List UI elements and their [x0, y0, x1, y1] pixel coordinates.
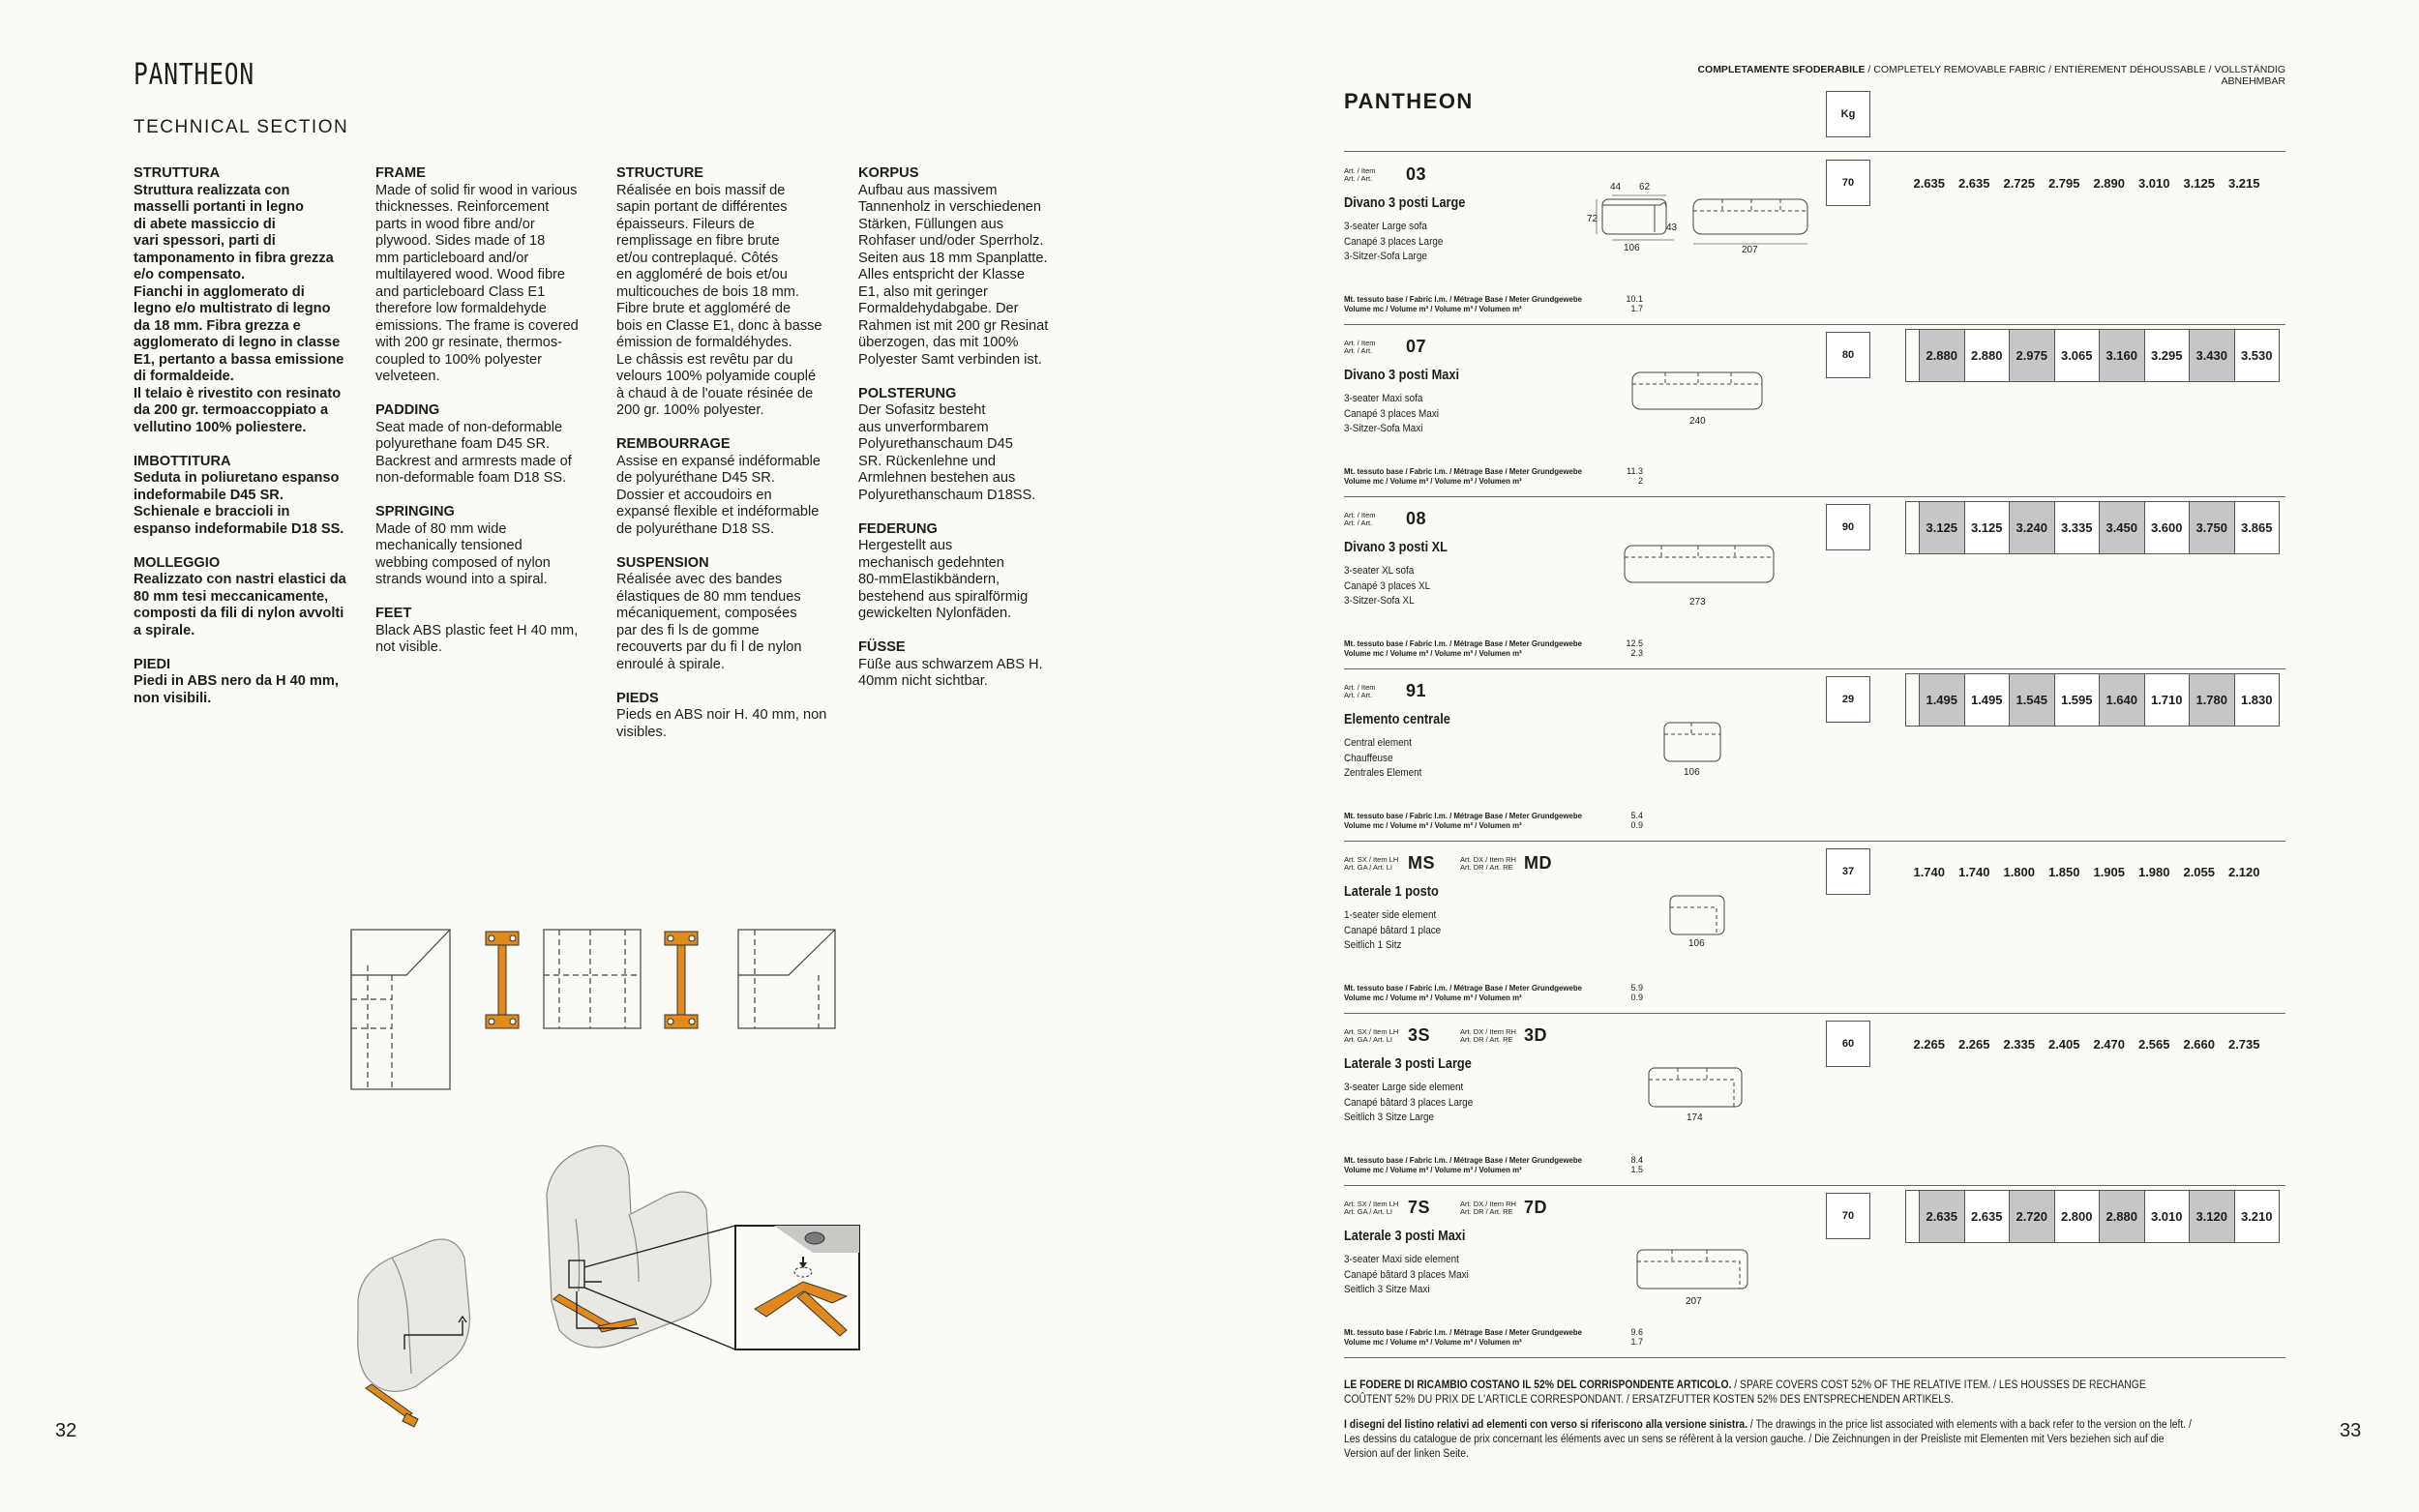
product-name: Divano 3 posti Large — [1344, 194, 1466, 211]
art-label: Art. SX / Item LH Art. GA / Art. LI — [1344, 855, 1399, 872]
spec-block — [858, 639, 1086, 691]
fabric-value: 10.1 — [1626, 294, 1643, 304]
art-label: Art. / Item Art. / Art. — [1344, 683, 1376, 699]
column-en — [375, 165, 603, 673]
volume-value: 1.5 — [1630, 1165, 1643, 1174]
volume-label: Volume mc / Volume m³ / Volume m³ / Volumen m³ — [1344, 648, 1522, 658]
dim-ms: 106 — [1688, 938, 1705, 949]
spec-block — [858, 521, 1086, 623]
price-cell: 2.265 — [1957, 1037, 1990, 1052]
price-row — [1905, 1190, 2280, 1243]
spec-heading: REMBOURRAGE — [616, 436, 731, 452]
price-cell: 2.565 — [2137, 1037, 2170, 1052]
price-row — [1905, 501, 2280, 554]
price-cell: 2.335 — [2003, 1037, 2036, 1052]
spec-block — [375, 504, 603, 589]
spec-text: Réalisée avec des bandes élastiques de 80 mm tendues mécaniquement, composées par des fi ls de gomme recouverts par du fi l de nylon enroulé à spirale. — [616, 572, 802, 672]
art-number: 07 — [1406, 337, 1427, 356]
price-cell: 1.800 — [2003, 865, 2036, 879]
art-label: Art. / Item Art. / Art. — [1344, 511, 1376, 527]
spec-heading: PIEDS — [616, 690, 659, 706]
fabric-value: 12.5 — [1626, 638, 1643, 648]
row-rule — [1344, 324, 2285, 325]
spec-block — [134, 555, 361, 640]
volume-label: Volume mc / Volume m³ / Volume m³ / Volumen m³ — [1344, 304, 1522, 313]
volume-label: Volume mc / Volume m³ / Volume m³ / Volumen m³ — [1344, 476, 1522, 486]
spec-text: Piedi in ABS nero da H 40 mm, non visibili. — [134, 673, 339, 706]
price-row — [1906, 157, 2266, 210]
art-label: Art. / Item Art. / Art. — [1344, 166, 1376, 183]
art-number-right: MD — [1524, 853, 1552, 873]
price-cell: 2.725 — [2003, 176, 2036, 191]
spec-heading: KORPUS — [858, 165, 919, 181]
fabric-label: Mt. tessuto base / Fabric l.m. / Métrage Base / Meter Grundgewebe — [1344, 983, 1582, 993]
price-cell: 2.055 — [2183, 865, 2216, 879]
spec-text: Black ABS plastic feet H 40 mm, not visible. — [375, 622, 579, 655]
fabric-label: Mt. tessuto base / Fabric l.m. / Métrage Base / Meter Grundgewebe — [1344, 1155, 1582, 1165]
volume-value: 1.7 — [1630, 304, 1643, 313]
spec-text: Assise en expansé indéformable de polyuréthane D45 SR. Dossier et accoudoirs en expansé flexible et indéformable de polyuréthane D18 SS. — [616, 453, 821, 537]
spec-heading: FEDERUNG — [858, 520, 938, 537]
price-cell: 3.125 — [1964, 502, 2010, 553]
price-cell: 3.335 — [2054, 502, 2100, 553]
spec-block — [616, 555, 844, 674]
product-name: Laterale 1 posto — [1344, 883, 1439, 900]
fabric-label: Mt. tessuto base / Fabric l.m. / Métrage Base / Meter Grundgewebe — [1344, 466, 1582, 476]
fabric-value: 9.6 — [1630, 1327, 1643, 1337]
volume-value: 1.7 — [1630, 1337, 1643, 1347]
art-number: MS — [1408, 853, 1435, 873]
fabric-label: Mt. tessuto base / Fabric l.m. / Métrage Base / Meter Grundgewebe — [1344, 294, 1582, 304]
art-label: Art. SX / Item LH Art. GA / Art. LI — [1344, 1200, 1399, 1216]
product-name: Divano 3 posti XL — [1344, 539, 1448, 555]
assembly-illustration — [348, 1137, 890, 1432]
column-it — [134, 165, 361, 725]
price-cell: 1.780 — [2189, 674, 2234, 726]
art-number: 7S — [1408, 1198, 1431, 1217]
spec-block — [134, 657, 361, 708]
art-label: Art. / Item Art. / Art. — [1344, 339, 1376, 355]
dim-3s: 174 — [1687, 1112, 1703, 1123]
page-number-right: 33 — [2340, 1420, 2362, 1441]
product-description: 3-seater Maxi sofa Canapé 3 places Maxi 3-Sitzer-Sofa Maxi — [1344, 393, 1439, 434]
fabric-note: COMPLETAMENTE SFODERABILE / COMPLETELY REMOVABLE FABRIC / ENTIÈREMENT DÉHOUSSABLE / VOLLSTÄNDIG ABNEHMBAR — [1697, 64, 2285, 87]
spec-text: Hergestellt aus mechanisch gedehnten 80-mmElastikbändern, bestehend aus spiralförmig gewickelten Nylonfäden. — [858, 538, 1029, 621]
spec-text: Struttura realizzata con masselli portanti in legno di abete massiccio di vari spessori, parti di tamponamento in fibra grezza e/o compensato. Fianchi in agglomerato di legno e/o multistrato di legno da 18 mm. Fibra grezza e agglomerato di legno in classe E1, pertanto a bassa emissione di formaldeide. Il telaio è rivestito con resinato da 200 gr. termoaccoppiato a vellutino 100% poliestere. — [134, 182, 344, 435]
fabric-value: 11.3 — [1627, 466, 1643, 476]
dim-91: 106 — [1684, 767, 1700, 778]
volume-value: 2 — [1637, 476, 1643, 486]
spec-heading: SPRINGING — [375, 504, 455, 519]
column-fr — [616, 165, 844, 758]
product-description: 3-seater Large side element Canapé bâtard 3 places Large Seitlich 3 Sitze Large — [1344, 1082, 1474, 1123]
price-cell: 3.430 — [2189, 330, 2234, 381]
dim-03-f: 207 — [1742, 245, 1758, 255]
volume-value: 0.9 — [1630, 993, 1643, 1002]
volume-label: Volume mc / Volume m³ / Volume m³ / Volumen m³ — [1344, 1337, 1522, 1347]
price-cell: 3.750 — [2189, 502, 2234, 553]
spec-block — [858, 386, 1086, 505]
spec-block — [375, 606, 603, 657]
fabric-value: 8.4 — [1630, 1155, 1643, 1165]
spec-text: Réalisée en bois massif de sapin portant de différentes épaisseurs. Fileurs de remplissage en fibre brute et/ou contreplaqué. Côtés en aggloméré de bois et/ou multicouches de bois 18 mm. Fibre brute et aggloméré de bois en Classe E1, donc à basse émission de formaldéhydes. Le châssis est revêtu par du velours 100% polyamide couplé à chaud à de l'ouate résinée de 200 gr. 100% polyester. — [616, 182, 822, 418]
column-de — [858, 165, 1086, 707]
row-rule — [1344, 668, 2285, 669]
price-cell: 2.635 — [1919, 1191, 1964, 1242]
dim-03-b: 62 — [1639, 182, 1651, 193]
spec-heading: PADDING — [375, 402, 440, 418]
drawing-3s — [1647, 1066, 1744, 1111]
weight-kg: 70 — [1826, 1193, 1870, 1239]
product-name: Laterale 3 posti Large — [1344, 1055, 1472, 1072]
art-number-right: 7D — [1524, 1198, 1548, 1217]
price-cell: 2.975 — [2009, 330, 2054, 381]
price-row — [1906, 845, 2266, 899]
price-cell: 3.010 — [2144, 1191, 2190, 1242]
price-cell: 3.450 — [2099, 502, 2144, 553]
product-description: Central element Chauffeuse Zentrales Element — [1344, 737, 1422, 779]
weight-kg: 29 — [1826, 676, 1870, 723]
row-rule — [1344, 1013, 2285, 1014]
price-cell: 2.405 — [2047, 1037, 2080, 1052]
price-cell: 2.120 — [2227, 865, 2260, 879]
weight-kg: 90 — [1826, 504, 1870, 550]
spec-text: Aufbau aus massivem Tannenholz in verschiedenen Stärken, Füllungen aus Rohfaser und/oder Sperrholz. Seiten aus 18 mm Spanplatte. Alles entspricht der Klasse E1, also mit geringer Formaldehydabgabe. Der Rahmen ist mit 200 gr Resinat überzogen, das mit 100% Polyester Samt verbinden ist. — [858, 182, 1049, 368]
price-cell: 3.160 — [2099, 330, 2144, 381]
fabric-value: 5.4 — [1630, 811, 1643, 820]
dim-03-d: 43 — [1666, 222, 1678, 233]
product-description: 3-seater XL sofa Canapé 3 places XL 3-Sitzer-Sofa XL — [1344, 565, 1431, 607]
spec-heading: MOLLEGGIO — [134, 554, 221, 571]
row-rule — [1344, 1357, 2285, 1358]
art-label-right: Art. DX / Item RH Art. DR / Art. RE — [1460, 1027, 1516, 1044]
price-cell: 1.740 — [1957, 865, 1990, 879]
price-cell: 2.735 — [2227, 1037, 2260, 1052]
price-cell: 1.710 — [2144, 674, 2190, 726]
dim-03-c: 72 — [1587, 214, 1598, 224]
product-description: 1-seater side element Canapé bâtard 1 place Seitlich 1 Sitz — [1344, 909, 1442, 951]
volume-label: Volume mc / Volume m³ / Volume m³ / Volumen m³ — [1344, 1165, 1522, 1174]
row-rule — [1344, 1185, 2285, 1186]
price-cell: 2.800 — [2054, 1191, 2100, 1242]
price-cell: 1.545 — [2009, 674, 2054, 726]
price-cell: 1.495 — [1919, 674, 1964, 726]
pricelist-title: PANTHEON — [1344, 89, 1474, 113]
volume-value: 0.9 — [1630, 820, 1643, 830]
drawing-08 — [1623, 544, 1777, 588]
spec-block — [375, 402, 603, 488]
price-cell: 3.210 — [2234, 1191, 2280, 1242]
drawing-ms — [1668, 894, 1726, 938]
spec-text: Füße aus schwarzem ABS H. 40mm nicht sichtbar. — [858, 656, 1043, 689]
price-cell: 2.265 — [1913, 1037, 1946, 1052]
price-cell: 2.470 — [2093, 1037, 2126, 1052]
art-number: 03 — [1406, 164, 1427, 184]
price-cell: 1.830 — [2234, 674, 2280, 726]
spec-heading: PIEDI — [134, 656, 171, 672]
art-number-right: 3D — [1524, 1025, 1548, 1045]
spec-block — [134, 165, 361, 436]
drawing-91 — [1662, 721, 1722, 764]
weight-kg: 37 — [1826, 848, 1870, 895]
price-cell: 2.635 — [1913, 176, 1946, 191]
weight-kg: 70 — [1826, 160, 1870, 206]
spec-block — [858, 165, 1086, 369]
price-cell: 2.880 — [1964, 330, 2010, 381]
art-number: 91 — [1406, 681, 1427, 700]
brand-logo: PANTHEON — [134, 58, 255, 92]
art-label: Art. SX / Item LH Art. GA / Art. LI — [1344, 1027, 1399, 1044]
art-number: 3S — [1408, 1025, 1431, 1045]
price-cell: 1.640 — [2099, 674, 2144, 726]
drawing-07 — [1630, 371, 1766, 414]
spec-block — [616, 691, 844, 742]
price-cell: 3.215 — [2227, 176, 2260, 191]
spec-heading: FRAME — [375, 165, 426, 181]
spec-text: Made of solid fir wood in various thicknesses. Reinforcement parts in wood fibre and/or plywood. Sides made of 18 mm particleboard and/or multilayered wood. Wood fibre and particleboard Class E1 therefore low formaldehyde emissions. The frame is covered with 200 gr resinate, thermos- coupled to 100% polyester velveteen. — [375, 182, 579, 384]
price-cell: 3.120 — [2189, 1191, 2234, 1242]
price-cell: 1.595 — [2054, 674, 2100, 726]
spec-heading: STRUTTURA — [134, 165, 221, 181]
spec-block — [375, 165, 603, 386]
price-cell: 2.880 — [2099, 1191, 2144, 1242]
price-cell: 3.600 — [2144, 502, 2190, 553]
weight-kg: 80 — [1826, 332, 1870, 378]
product-name: Divano 3 posti Maxi — [1344, 367, 1460, 383]
footer-note-drawings: I disegni del listino relativi ad elementi con verso si riferiscono alla versione sinistra. / The drawings in the price list associated with elements with a back refer to the version on the left. / Les dessins du catalogue de prix concernant les éléments avec un sens se réfèrent à la version gauche. / Die Zeichnungen in der Preisliste mit Elementen mit Vers beziehen sich auf die Version auf der linken Seite. — [1344, 1419, 2192, 1460]
header-rule — [1344, 151, 2285, 152]
spec-heading: FEET — [375, 606, 412, 621]
price-cell: 1.850 — [2047, 865, 2080, 879]
dim-08: 273 — [1689, 597, 1706, 608]
spec-text: Pieds en ABS noir H. 40 mm, non visibles. — [616, 707, 827, 740]
art-number: 08 — [1406, 509, 1427, 528]
dim-03-a: 44 — [1610, 182, 1622, 193]
page-number-left: 32 — [55, 1420, 77, 1441]
spec-heading: SUSPENSION — [616, 554, 709, 571]
spec-heading: POLSTERUNG — [858, 385, 957, 401]
spec-text: Seduta in poliuretano espanso indeformabile D45 SR. Schienale e braccioli in espanso indeformabile D18 SS. — [134, 470, 344, 537]
art-label-right: Art. DX / Item RH Art. DR / Art. RE — [1460, 855, 1516, 872]
price-cell: 1.740 — [1913, 865, 1946, 879]
section-title: TECHNICAL SECTION — [134, 117, 349, 137]
product-description: 3-seater Large sofa Canapé 3 places Large 3-Sitzer-Sofa Large — [1344, 221, 1444, 262]
price-cell: 3.125 — [2183, 176, 2216, 191]
row-rule — [1344, 841, 2285, 842]
art-label-right: Art. DX / Item RH Art. DR / Art. RE — [1460, 1200, 1516, 1216]
drawing-7s — [1635, 1248, 1749, 1292]
price-cell: 2.795 — [2047, 176, 2080, 191]
price-cell: 3.125 — [1919, 502, 1964, 553]
volume-value: 2.3 — [1630, 648, 1643, 658]
spec-heading: FÜSSE — [858, 639, 906, 655]
price-cell: 3.010 — [2137, 176, 2170, 191]
price-cell: 3.530 — [2234, 330, 2280, 381]
dim-07: 240 — [1689, 416, 1706, 427]
price-cell: 2.635 — [1964, 1191, 2010, 1242]
product-description: 3-seater Maxi side element Canapé bâtard 3 places Maxi Seitlich 3 Sitze Maxi — [1344, 1254, 1469, 1295]
volume-label: Volume mc / Volume m³ / Volume m³ / Volumen m³ — [1344, 993, 1522, 1002]
spec-text: Der Sofasitz besteht aus unverformbarem Polyurethanschaum D45 SR. Rückenlehne und Armlehnen bestehen aus Polyurethanschaum D18SS. — [858, 402, 1036, 503]
dim-7s: 207 — [1686, 1296, 1702, 1307]
spec-text: Seat made of non-deformable polyurethane foam D45 SR. Backrest and armrests made of non-deformable foam D18 SS. — [375, 419, 572, 486]
price-cell: 2.890 — [2093, 176, 2126, 191]
product-name: Laterale 3 posti Maxi — [1344, 1228, 1466, 1244]
spec-text: Realizzato con nastri elastici da 80 mm tesi meccanicamente, composti da fili di nylon avvolti a spirale. — [134, 572, 346, 638]
volume-label: Volume mc / Volume m³ / Volume m³ / Volumen m³ — [1344, 820, 1522, 830]
product-name: Elemento centrale — [1344, 711, 1450, 727]
price-cell: 2.635 — [1957, 176, 1990, 191]
spec-heading: STRUCTURE — [616, 165, 703, 181]
price-cell: 1.905 — [2093, 865, 2126, 879]
price-cell: 1.495 — [1964, 674, 2010, 726]
price-cell: 1.980 — [2137, 865, 2170, 879]
price-row — [1905, 673, 2280, 726]
fabric-label: Mt. tessuto base / Fabric l.m. / Métrage Base / Meter Grundgewebe — [1344, 811, 1582, 820]
spec-text: Made of 80 mm wide mechanically tensioned webbing composed of nylon strands wound into a spiral. — [375, 520, 551, 587]
price-row — [1905, 329, 2280, 382]
spec-block — [616, 165, 844, 420]
kg-header: Kg — [1826, 91, 1870, 137]
connector-diagram — [348, 927, 842, 1096]
fabric-value: 5.9 — [1630, 983, 1643, 993]
spec-heading: IMBOTTITURA — [134, 453, 231, 469]
weight-kg: 60 — [1826, 1021, 1870, 1067]
price-cell: 3.865 — [2234, 502, 2280, 553]
price-row — [1906, 1018, 2266, 1071]
spec-block — [134, 454, 361, 539]
fabric-label: Mt. tessuto base / Fabric l.m. / Métrage Base / Meter Grundgewebe — [1344, 1327, 1582, 1337]
price-cell: 3.295 — [2144, 330, 2190, 381]
dim-03-e: 106 — [1624, 243, 1640, 253]
footer-note-covers: LE FODERE DI RICAMBIO COSTANO IL 52% DEL CORRISPONDENTE ARTICOLO. / SPARE COVERS COST 52% OF THE RELATIVE ITEM. / LES HOUSSES DE RECHANGE COÛTENT 52% DU PRIX DE L'ARTICLE CORRESPONDANT. / ERSATZFUTTER KOSTEN 52% DES ENTSPRECHENDEN ARTIKELS. — [1344, 1379, 2146, 1406]
fabric-label: Mt. tessuto base / Fabric l.m. / Métrage Base / Meter Grundgewebe — [1344, 638, 1582, 648]
price-cell: 2.880 — [1919, 330, 1964, 381]
price-cell: 2.660 — [2183, 1037, 2216, 1052]
row-rule — [1344, 496, 2285, 497]
spec-block — [616, 436, 844, 538]
price-cell: 3.065 — [2054, 330, 2100, 381]
price-cell: 3.240 — [2009, 502, 2054, 553]
price-cell: 2.720 — [2009, 1191, 2054, 1242]
